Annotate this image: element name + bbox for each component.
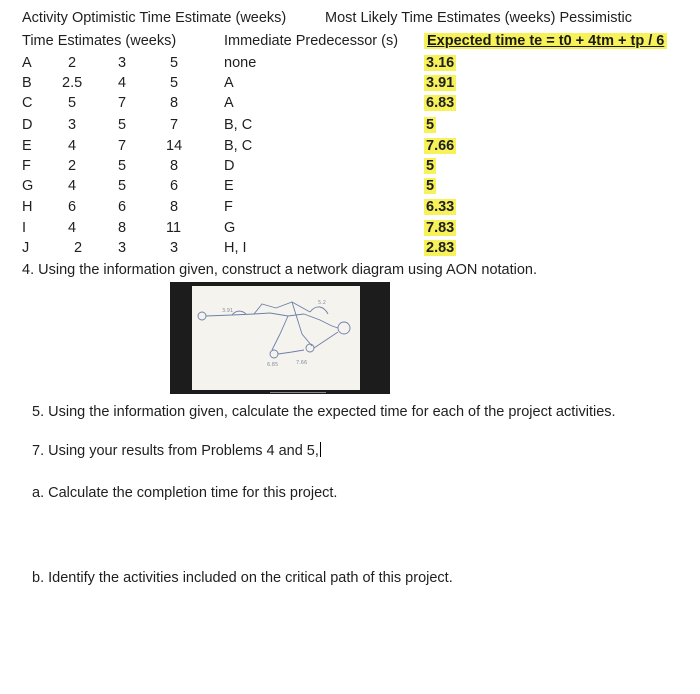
pessimistic-cell: 6 [170,178,179,194]
expected-cell: 3.91 [426,75,455,91]
diagram-paper [192,286,360,390]
pessimistic-cell: 3 [170,240,179,256]
expected-cell: 5 [426,178,435,194]
predecessor-cell: A [224,95,234,111]
header-expected-time [424,33,667,49]
expected-cell: 3.16 [426,55,455,71]
optimistic-cell: 2 [68,55,77,71]
svg-text:3.91: 3.91 [222,308,234,314]
activity-cell: F [22,158,31,174]
optimistic-cell: 2.5 [62,75,83,91]
activity-cell: B [22,75,32,91]
optimistic-cell: 4 [68,178,77,194]
predecessor-cell: H, I [224,240,247,256]
divider-line [270,392,326,393]
optimistic-cell: 5 [68,95,77,111]
activity-cell: E [22,138,32,154]
header-immediate-predecessor: Immediate Predecessor (s) [224,33,399,49]
pessimistic-cell: 5 [170,55,179,71]
table-row [0,220,700,239]
svg-text:6.85: 6.85 [267,362,279,368]
pessimistic-cell: 7 [170,117,179,133]
most-likely-cell: 7 [118,95,127,111]
question-4: 4. Using the information given, construct a network diagram using AON notation. [22,262,538,278]
expected-cell: 7.83 [426,220,455,236]
expected-cell: 2.83 [426,240,455,256]
predecessor-cell: G [224,220,236,236]
most-likely-cell: 4 [118,75,127,91]
activity-cell: J [22,240,30,256]
optimistic-cell: 4 [68,138,77,154]
optimistic-cell: 3 [68,117,77,133]
part-a: a. Calculate the completion time for this project. [32,485,338,501]
expected-cell: 5 [426,117,435,133]
part-b: b. Identify the activities included on the critical path of this project. [32,570,453,586]
expected-cell: 6.33 [426,199,455,215]
most-likely-cell: 5 [118,158,127,174]
most-likely-cell: 8 [118,220,127,236]
network-diagram-image [170,282,390,394]
table-row [0,240,700,259]
expected-cell: 6.83 [426,95,455,111]
question-7[interactable] [32,442,321,459]
text-cursor [320,442,321,457]
pessimistic-cell: 8 [170,158,179,174]
predecessor-cell: none [224,55,257,71]
most-likely-cell: 5 [118,117,127,133]
activity-cell: I [22,220,27,236]
expected-cell: 5 [426,158,435,174]
header-activity-optimistic: Activity Optimistic Time Estimate (weeks) [22,10,287,26]
optimistic-cell: 2 [68,158,77,174]
table-row [0,117,700,136]
question-7-text: 7. Using your results from Problems 4 and 5, [32,443,319,459]
predecessor-cell: B, C [224,117,253,133]
table-row [0,199,700,218]
activity-cell: D [22,117,33,133]
predecessor-cell: F [224,199,233,215]
question-5: 5. Using the information given, calculate the expected time for each of the project activities. [32,404,616,420]
most-likely-cell: 7 [118,138,127,154]
header-most-likely-pessimistic: Most Likely Time Estimates (weeks) Pessimistic [325,10,632,26]
optimistic-cell: 6 [68,199,77,215]
most-likely-cell: 5 [118,178,127,194]
table-row [0,178,700,197]
table-row [0,138,700,157]
predecessor-cell: B, C [224,138,253,154]
hand-drawn-network-sketch [192,286,360,390]
expected-time-formula: Expected time te = t0 + 4tm + tp / 6 [424,33,667,49]
most-likely-cell: 3 [118,55,127,71]
optimistic-cell: 2 [74,240,83,256]
activity-cell: A [22,55,32,71]
header-time-estimates: Time Estimates (weeks) [22,33,177,49]
most-likely-cell: 6 [118,199,127,215]
predecessor-cell: D [224,158,235,174]
svg-text:5.2: 5.2 [318,300,326,306]
most-likely-cell: 3 [118,240,127,256]
activity-cell: C [22,95,33,111]
activity-cell: H [22,199,33,215]
pessimistic-cell: 5 [170,75,179,91]
table-row [0,158,700,177]
pessimistic-cell: 14 [166,138,183,154]
table-row [0,75,700,94]
pessimistic-cell: 8 [170,95,179,111]
svg-text:7.66: 7.66 [296,360,308,366]
expected-cell: 7.66 [426,138,455,154]
pessimistic-cell: 8 [170,199,179,215]
activity-cell: G [22,178,34,194]
table-row [0,95,700,114]
pessimistic-cell: 11 [166,220,182,236]
optimistic-cell: 4 [68,220,77,236]
predecessor-cell: A [224,75,234,91]
predecessor-cell: E [224,178,234,194]
table-row [0,55,700,74]
